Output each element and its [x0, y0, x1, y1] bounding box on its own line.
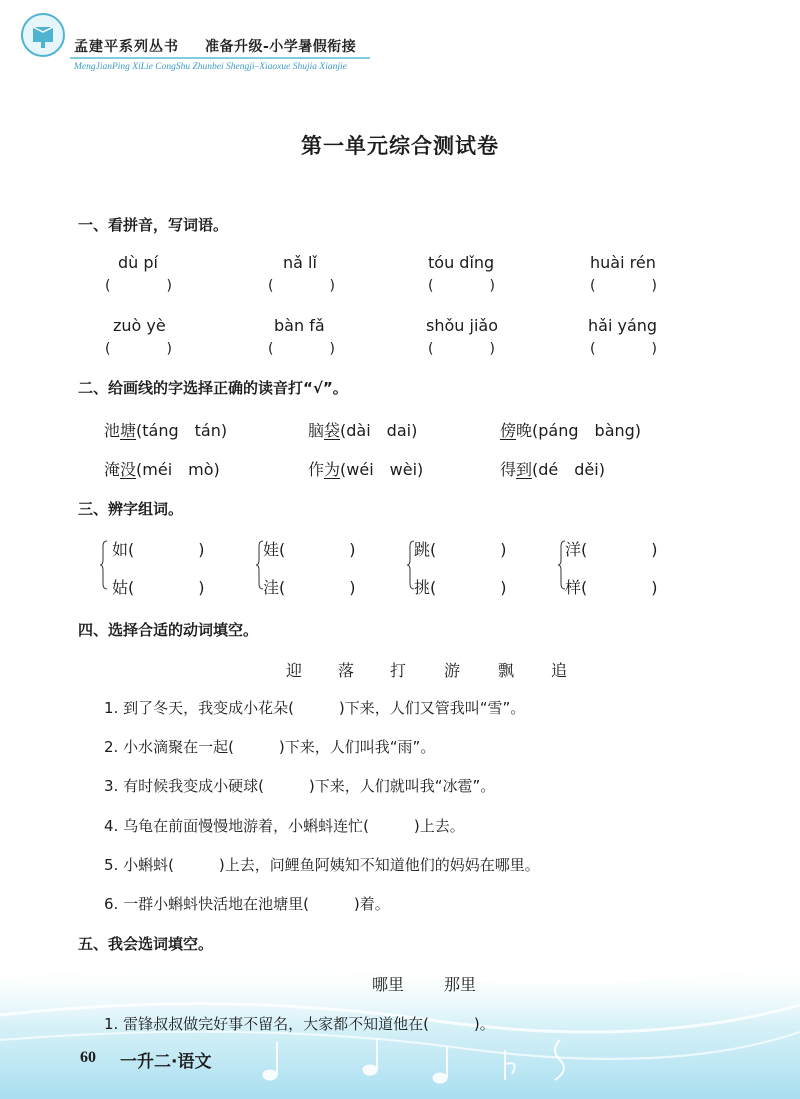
- section-1-heading: 一、看拼音，写词语。: [78, 216, 229, 234]
- pinyin-options: (páng bàng): [532, 421, 642, 440]
- answer-blank[interactable]: ( ): [105, 278, 172, 294]
- answer-blank[interactable]: ( ): [268, 278, 335, 294]
- page-title: 第一单元综合测试卷: [301, 134, 499, 158]
- section-4-heading: 四、选择合适的动词填空。: [78, 621, 259, 639]
- pinyin-label: tóu dǐng: [428, 253, 495, 272]
- question-line[interactable]: 1. 雷锋叔叔做完好事不留名，大家都不知道他在( )。: [104, 1015, 495, 1033]
- underlined-char: 袋: [324, 421, 341, 440]
- series-name: 孟建平系列丛书: [74, 39, 179, 55]
- word-bank-item: 追: [551, 661, 568, 680]
- answer-blank[interactable]: ( ): [105, 341, 172, 357]
- pinyin-label: bàn fǎ: [274, 316, 325, 335]
- word-char: 淹: [104, 460, 121, 479]
- reading-choice-item[interactable]: [104, 457, 220, 480]
- pinyin-options: (wéi wèi): [340, 460, 424, 479]
- footer-grade-subject: 一升二·语文: [120, 1052, 212, 1072]
- word-char: 作: [308, 460, 325, 479]
- reading-choice-item[interactable]: [308, 418, 417, 441]
- underlined-char: 没: [120, 460, 137, 479]
- word-bank-item: 飘: [498, 661, 515, 680]
- section-2-heading: 二、给画线的字选择正确的读音打“√”。: [78, 379, 348, 397]
- word-pair-bottom[interactable]: 挑( ): [414, 578, 507, 597]
- word-char: 晚: [516, 421, 533, 440]
- pinyin-label: nǎ lǐ: [283, 253, 317, 272]
- word-bank-item: 迎: [286, 661, 303, 680]
- word-bank-item: 哪里: [372, 975, 405, 994]
- word-char: 得: [500, 460, 517, 479]
- word-bank-item: 落: [338, 661, 355, 680]
- pinyin-label: dù pí: [118, 253, 158, 272]
- pinyin-options: (táng tán): [136, 421, 228, 440]
- underlined-char: 到: [516, 460, 533, 479]
- section-3-heading: 三、辨字组词。: [78, 500, 184, 518]
- answer-blank[interactable]: ( ): [590, 341, 657, 357]
- reading-choice-item[interactable]: [500, 457, 605, 480]
- word-pair-bottom[interactable]: 姑( ): [112, 578, 205, 597]
- question-line[interactable]: 3. 有时候我变成小硬球( )下来，人们就叫我“冰雹”。: [104, 777, 496, 795]
- word-pair-top[interactable]: 娃( ): [263, 540, 356, 559]
- reading-choice-item[interactable]: [104, 418, 227, 441]
- pinyin-label: hǎi yáng: [588, 316, 658, 335]
- word-bank-item: 打: [390, 661, 407, 680]
- left-brace-icon: [100, 540, 108, 590]
- pinyin-label: zuò yè: [113, 316, 166, 335]
- underlined-char: 塘: [120, 421, 137, 440]
- word-pair-bottom[interactable]: 样( ): [565, 578, 658, 597]
- header-pinyin: MengJianPing XiLie CongShu Zhunbei Shengji–Xiaoxue Shujia Xianjie: [74, 62, 347, 72]
- underlined-char: 傍: [500, 421, 517, 440]
- section-5-heading: 五、我会选词填空。: [78, 935, 214, 953]
- music-notes-icon: [250, 1030, 580, 1090]
- pinyin-options: (dé děi): [532, 460, 605, 479]
- underlined-char: 为: [324, 460, 341, 479]
- pinyin-options: (méi mò): [136, 460, 220, 479]
- word-pair-top[interactable]: 跳( ): [414, 540, 507, 559]
- word-char: 脑: [308, 421, 325, 440]
- reading-choice-item[interactable]: [308, 457, 423, 480]
- question-line[interactable]: 1. 到了冬天，我变成小花朵( )下来，人们又管我叫“雪”。: [104, 699, 526, 717]
- pinyin-options: (dài dai): [340, 421, 418, 440]
- word-bank-item: 那里: [444, 975, 477, 994]
- pinyin-label: huài rén: [590, 253, 656, 272]
- question-line[interactable]: 5. 小蝌蚪( )上去，问鲤鱼阿姨知不知道他们的妈妈在哪里。: [104, 856, 540, 874]
- book-subtitle: 准备升级-小学暑假衔接: [205, 39, 357, 55]
- word-pair-top[interactable]: 如( ): [112, 540, 205, 559]
- question-line[interactable]: 6. 一群小蝌蚪快活地在池塘里( )着。: [104, 895, 390, 913]
- word-pair-bottom[interactable]: 洼( ): [263, 578, 356, 597]
- answer-blank[interactable]: ( ): [428, 278, 495, 294]
- publisher-logo-icon: [20, 12, 66, 58]
- header-rule: [70, 57, 370, 59]
- answer-blank[interactable]: ( ): [428, 341, 495, 357]
- pinyin-label: shǒu jiǎo: [426, 316, 498, 335]
- word-char: 池: [104, 421, 121, 440]
- reading-choice-item[interactable]: [500, 418, 641, 441]
- word-pair-top[interactable]: 洋( ): [565, 540, 658, 559]
- answer-blank[interactable]: ( ): [590, 278, 657, 294]
- answer-blank[interactable]: ( ): [268, 341, 335, 357]
- question-line[interactable]: 4. 乌龟在前面慢慢地游着，小蝌蚪连忙( )上去。: [104, 817, 465, 835]
- word-bank-item: 游: [444, 661, 461, 680]
- page-number: 60: [80, 1049, 96, 1066]
- question-line[interactable]: 2. 小水滴聚在一起( )下来，人们叫我“雨”。: [104, 738, 436, 756]
